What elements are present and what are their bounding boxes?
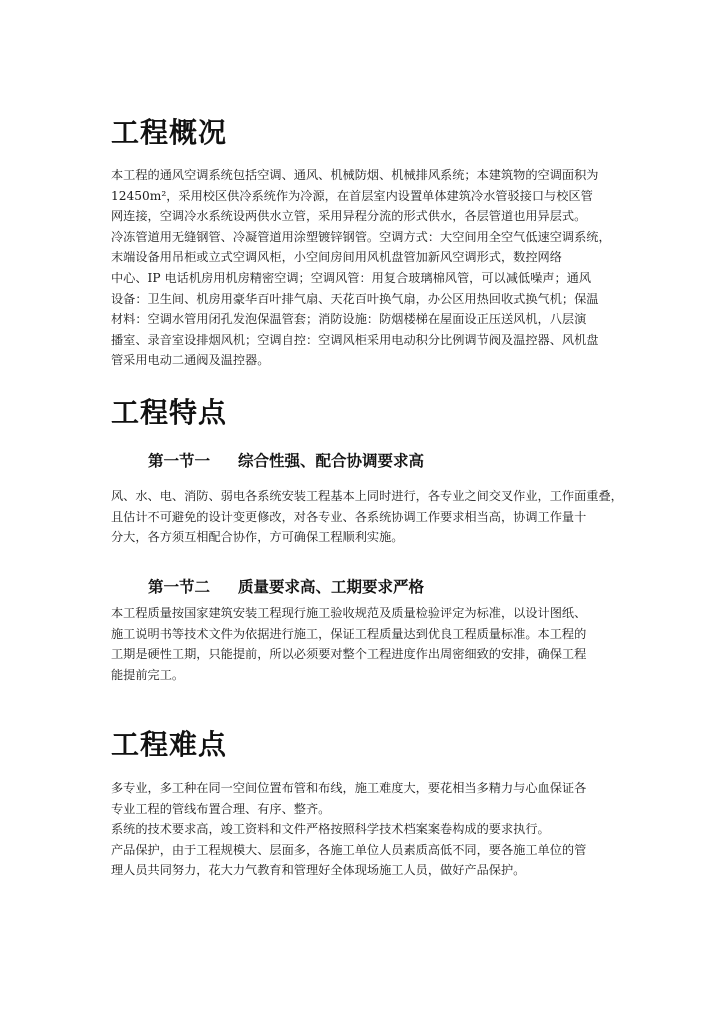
text-line: 系统的技术要求高，竣工资料和文件严格按照科学技术档案案卷构成的要求执行。 (111, 822, 550, 837)
text-line: 材料：空调水管用闭孔发泡保温管套；消防设施：防烟楼梯在屋面设正压送风机，八层演 (111, 312, 587, 327)
text-line: 设备：卫生间、机房用豪华百叶排气扇、天花百叶换气扇，办公区用热回收式换气机；保温 (111, 291, 599, 306)
text-line: 管采用电动二通阀及温控器。 (111, 353, 270, 368)
subsection-heading-coordination (148, 451, 424, 471)
subsection-heading-text: 综合性强、配合协调要求高 (238, 452, 425, 470)
text-line: 专业工程的管线布置合理、有序、整齐。 (111, 801, 331, 816)
section-title-difficulties: 工程难点 (111, 728, 228, 761)
text-line: 冷冻管道用无缝钢管、冷凝管道用涂塑镀锌钢管。空调方式：大空间用全空气低速空调系统， (111, 229, 611, 244)
subsection-heading-quality (148, 577, 424, 597)
text-line: 且估计不可避免的设计变更修改，对各专业、各系统协调工作要求相当高，协调工作量十 (111, 509, 587, 524)
text-line: 12450m²，采用校区供冷系统作为冷源，在首层室内设置单体建筑冷水管驳接口与校区管 (111, 188, 593, 203)
overview-paragraph (111, 165, 631, 371)
subsection-number: 第一节一 (148, 452, 211, 470)
text-line: 中心、IP 电话机房用机房精密空调；空调风管：用复合玻璃棉风管，可以减低噪声；通风 (111, 270, 592, 285)
subsection-number: 第一节二 (148, 578, 211, 596)
text-line: 工期是硬性工期，只能提前，所以必须要对整个工程进度作出周密细致的安排，确保工程 (111, 647, 587, 662)
subsection-heading-text: 质量要求高、工期要求严格 (238, 578, 425, 596)
text-line: 分大，各方须互相配合协作，方可确保工程顺利实施。 (111, 530, 404, 545)
coordination-paragraph (111, 486, 631, 548)
text-line: 末端设备用吊柜或立式空调风柜，小空间房间用风机盘管加新风空调形式，数控网络 (111, 250, 562, 265)
text-line: 理人员共同努力，花大力气教育和管理好全体现场施工人员，做好产品保护。 (111, 863, 526, 878)
text-line: 能提前完工。 (111, 667, 185, 682)
text-line: 风、水、电、消防、弱电各系统安装工程基本上同时进行，各专业之间交叉作业，工作面重叠， (111, 489, 623, 503)
quality-paragraph (111, 603, 631, 685)
text-line: 本工程的通风空调系统包括空调、通风、机械防烟、机械排风系统；本建筑物的空调面积为 (111, 168, 599, 182)
section-title-overview: 工程概况 (111, 116, 228, 149)
text-line: 多专业，多工种在同一空间位置布管和布线，施工难度大，要花相当多精力与心血保证各 (111, 781, 587, 795)
section-title-features: 工程特点 (111, 396, 228, 429)
text-line: 本工程质量按国家建筑安装工程现行施工验收规范及质量检验评定为标准，以设计图纸、 (111, 606, 587, 620)
text-line: 网连接，空调冷水系统设两供水立管，采用异程分流的形式供水，各层管道也用异层式。 (111, 209, 587, 224)
text-line: 播室、录音室设排烟风机；空调自控：空调风柜采用电动积分比例调节阀及温控器、风机盘 (111, 332, 599, 347)
text-line: 施工说明书等技术文件为依据进行施工，保证工程质量达到优良工程质量标准。本工程的 (111, 626, 587, 641)
difficulties-paragraph (111, 778, 631, 881)
text-line: 产品保护，由于工程规模大、层面多，各施工单位人员素质高低不同，要各施工单位的管 (111, 842, 587, 857)
